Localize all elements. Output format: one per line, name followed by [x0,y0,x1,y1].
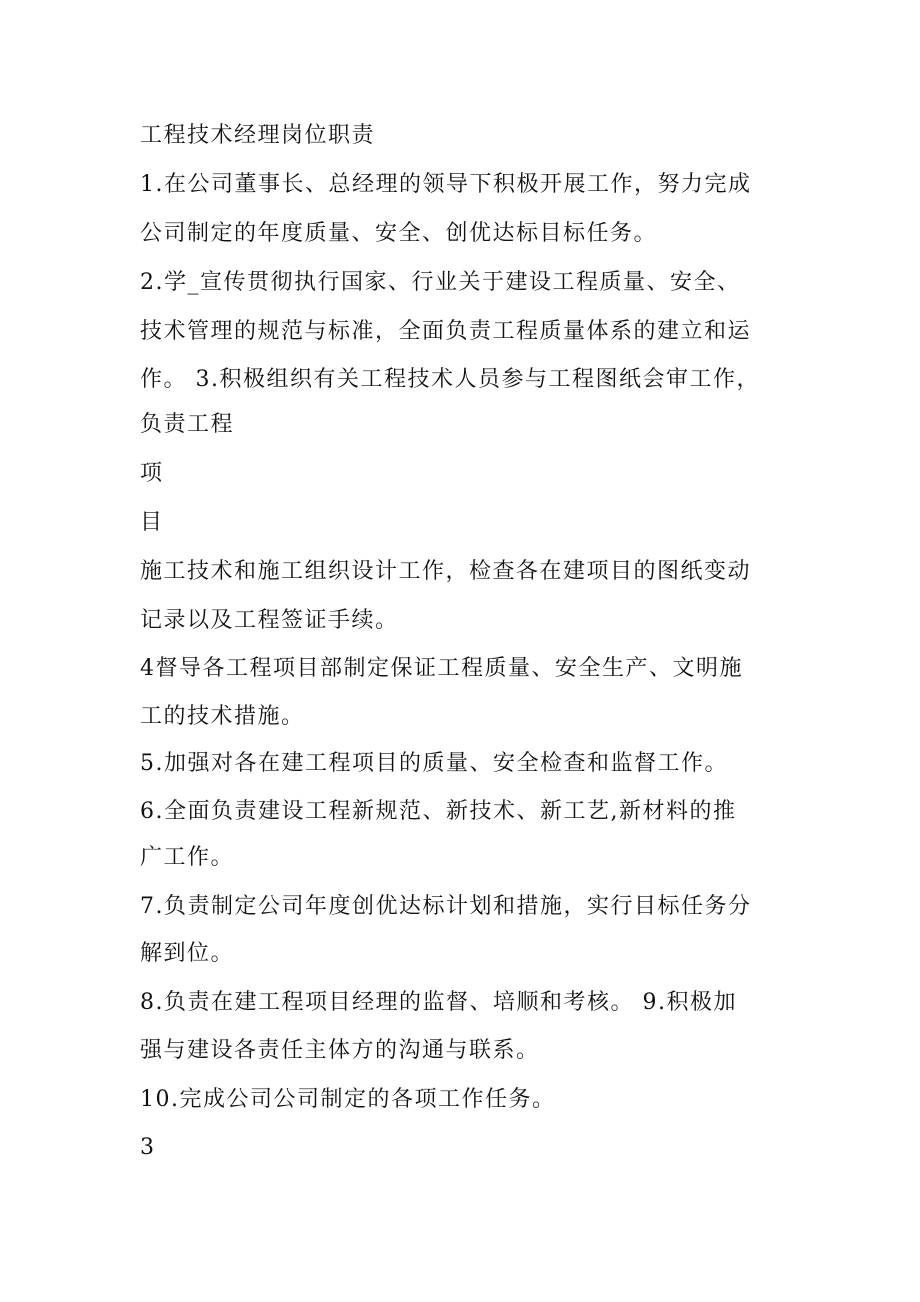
doc-line: 记录以及工程签证手续。 [140,608,399,633]
doc-line: 负责工程 [140,412,235,437]
doc-line: 目 [140,510,164,535]
doc-line: 施工技术和施工组织设计工作，检查各在建项目的图纸变动 [140,559,752,584]
page-number: 3 [140,1135,156,1160]
doc-line: 工的技术措施。 [140,704,305,729]
doc-line: 公司制定的年度质量、安全、创优达标目标任务。 [140,221,658,246]
doc-title: 工程技术经理岗位职责 [140,123,376,148]
doc-line: 6.全面负责建设工程新规范、新技术、新工艺,新材料的推 [140,799,737,824]
doc-line: 项 [140,461,164,486]
doc-line: 5.加强对各在建工程项目的质量、安全检查和监督工作。 [140,751,728,776]
doc-line: 强与建设各责任主体方的沟通与联系。 [140,1038,540,1063]
doc-line: 10.完成公司公司制定的各项工作任务。 [140,1087,556,1112]
doc-line: 1.在公司董事长、总经理的领导下积极开展工作，努力完成 [140,172,752,197]
doc-line: 广工作。 [140,845,235,870]
doc-line: 8.负责在建工程项目经理的监督、培顺和考核。 9.积极加 [140,990,737,1015]
doc-line: 技术管理的规范与标准，全面负责工程质量体系的建立和运 [140,319,752,344]
doc-line: 作。 3.积极组织有关工程技术人员参与工程图纸会审工作， [140,367,760,392]
doc-line: 4督导各工程项目部制定保证工程质量、安全生产、文明施 [140,656,743,681]
doc-line: 2.学_宣传贯彻执行国家、行业关于建设工程质量、安全、 [140,270,741,295]
doc-line: 7.负责制定公司年度创优达标计划和措施，实行目标任务分 [140,894,752,919]
doc-line: 解到位。 [140,941,235,966]
